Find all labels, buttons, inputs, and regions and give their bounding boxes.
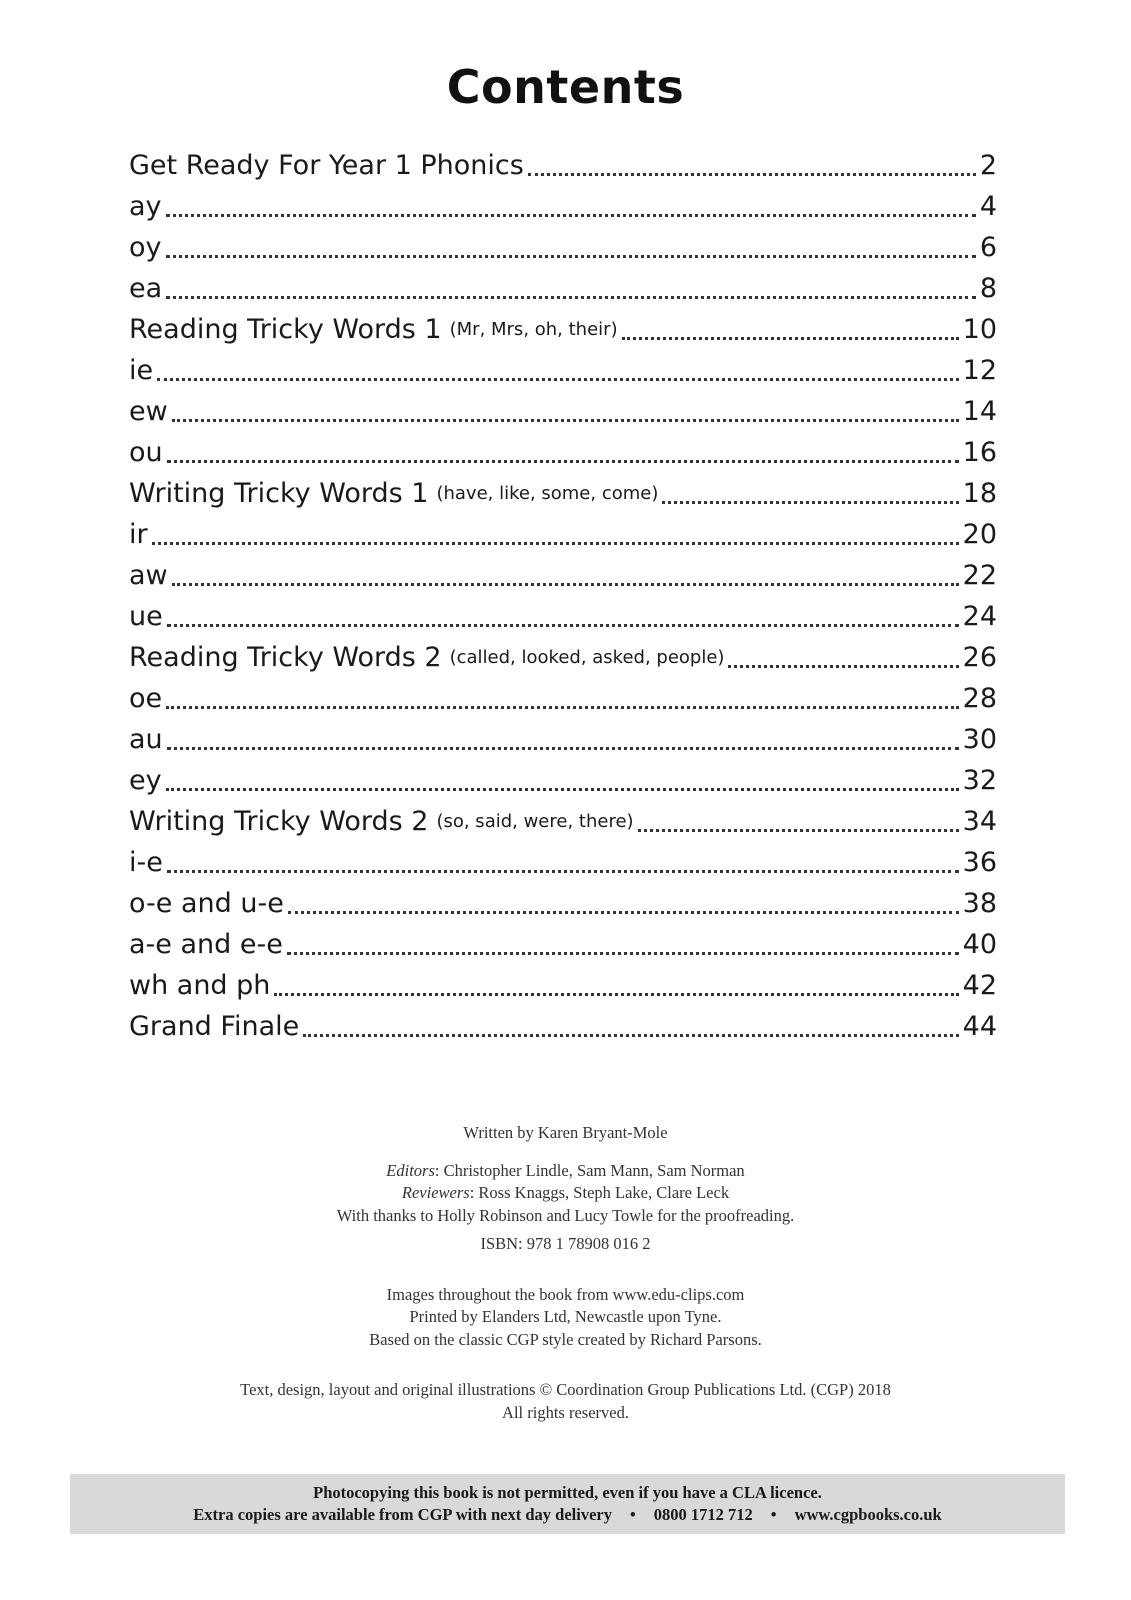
toc-entry [129,307,997,348]
toc-entry-title: ea [129,273,163,304]
credits-block [0,1122,1131,1424]
toc-entry-title: Get Ready For Year 1 Phonics [129,150,524,181]
toc-entry-title: ew [129,396,168,427]
photocopy-notice-bar [70,1474,1065,1534]
toc-entry [129,799,997,840]
toc-entry-page-number: 6 [979,232,997,263]
toc-entry-page-number: 16 [962,437,997,468]
toc-entry-title: Writing Tricky Words 2 [129,806,429,837]
photocopy-notice: Photocopying this book is not permitted, even if you have a CLA licence. [313,1483,822,1502]
editors-names: : Christopher Lindle, Sam Mann, Sam Norman [434,1160,745,1180]
toc-entry-title: aw [129,560,168,591]
toc-entry-note: (have, like, some, come) [436,483,659,504]
author-credit: Written by Karen Bryant-Mole [463,1123,668,1142]
rights-notice: All rights reserved. [502,1402,629,1422]
toc-entry [129,225,997,266]
toc-entry [129,471,997,512]
toc-entry [129,389,997,430]
toc-entry [129,963,997,1004]
dot-leader [172,418,959,422]
toc-entry-title: Grand Finale [129,1011,300,1042]
toc-entry-page-number: 32 [962,765,997,796]
toc-entry [129,758,997,799]
toc-entry-title: ir [129,519,148,550]
extra-copies-text: Extra copies are available from CGP with next day delivery [193,1505,612,1524]
toc-entry-page-number: 26 [962,642,997,673]
toc-entry-note: (Mr, Mrs, oh, their) [449,319,618,340]
toc-entry-page-number: 2 [979,150,997,181]
toc-entry [129,881,997,922]
dot-leader [622,336,959,340]
dot-leader [167,623,959,627]
toc-entry [129,1004,997,1045]
toc-entry [129,348,997,389]
toc-entry [129,717,997,758]
reviewers-names: : Ross Knaggs, Steph Lake, Clare Leck [469,1183,730,1202]
toc-entry [129,184,997,225]
toc-entry-title: au [129,724,163,755]
toc-entry-page-number: 42 [962,970,997,1001]
toc-entry-title: oy [129,232,162,263]
dot-leader [638,828,959,832]
toc-entry [129,512,997,553]
printer-credit: Printed by Elanders Ltd, Newcastle upon Tyne. [409,1307,722,1326]
toc-entry [129,676,997,717]
dot-leader [166,213,976,217]
toc-entry-page-number: 44 [962,1011,997,1042]
toc-entry-page-number: 14 [962,396,997,427]
website-link[interactable]: www.cgpbooks.co.uk [794,1505,942,1524]
toc-entry-title: ey [129,765,162,796]
dot-leader [152,541,959,545]
bullet-separator: • [770,1505,777,1524]
dot-leader [166,295,976,299]
toc-entry [129,143,997,184]
editors-label: Editors [386,1160,435,1180]
toc-entry [129,594,997,635]
toc-entry [129,430,997,471]
toc-entry [129,266,997,307]
ordering-info [70,1504,1065,1526]
dot-leader [288,910,959,914]
dot-leader [167,869,959,873]
dot-leader [166,254,976,258]
dot-leader [274,992,958,996]
copyright-notice: Text, design, layout and original illustrations © Coordination Group Publications Ltd. (CGP) 2018 [240,1380,891,1399]
toc-entry-title: a-e and e-e [129,929,283,960]
dot-leader [166,787,959,791]
toc-entry-page-number: 40 [962,929,997,960]
toc-entry-title: wh and ph [129,970,271,1001]
dot-leader [303,1033,958,1037]
reviewers-label: Reviewers [401,1183,470,1202]
toc-entry-page-number: 34 [962,806,997,837]
dot-leader [166,705,959,709]
style-credit: Based on the classic CGP style created by Richard Parsons. [369,1329,762,1349]
dot-leader [172,582,959,586]
toc-entry-title: i-e [129,847,163,878]
editors-credit [0,1160,1131,1183]
toc-entry-page-number: 18 [962,478,997,509]
toc-entry-title: Reading Tricky Words 2 [129,642,442,673]
table-of-contents [129,143,997,1045]
dot-leader [157,377,959,381]
toc-entry-note: (called, looked, asked, people) [449,647,725,668]
toc-entry-note: (so, said, were, there) [436,811,634,832]
images-credit: Images throughout the book from www.edu-clips.com [386,1284,745,1304]
toc-entry-title: o-e and u-e [129,888,284,919]
dot-leader [528,172,976,176]
toc-entry-page-number: 36 [962,847,997,878]
toc-entry-title: ou [129,437,163,468]
phone-number: 0800 1712 712 [653,1505,753,1524]
toc-entry [129,553,997,594]
toc-entry-page-number: 28 [962,683,997,714]
thanks-credit: With thanks to Holly Robinson and Lucy Towle for the proofreading. [336,1205,795,1225]
toc-entry-page-number: 10 [962,314,997,345]
dot-leader [728,664,958,668]
bullet-separator: • [630,1505,636,1524]
page-title: Contents [446,60,685,114]
toc-entry-page-number: 22 [962,560,997,591]
toc-entry-title: ie [129,355,154,386]
dot-leader [167,459,959,463]
isbn: ISBN: 978 1 78908 016 2 [480,1234,651,1253]
reviewers-credit [0,1182,1131,1205]
toc-entry-title: Reading Tricky Words 1 [129,314,442,345]
toc-entry-title: Writing Tricky Words 1 [129,478,429,509]
toc-entry [129,840,997,881]
toc-entry [129,635,997,676]
toc-entry-page-number: 20 [962,519,997,550]
toc-entry-page-number: 24 [962,601,997,632]
dot-leader [662,500,958,504]
toc-entry-page-number: 4 [979,191,997,222]
toc-entry-title: ue [129,601,163,632]
dot-leader [287,951,959,955]
toc-entry-page-number: 38 [962,888,997,919]
toc-entry-page-number: 30 [962,724,997,755]
toc-entry-title: oe [129,683,163,714]
toc-entry-page-number: 12 [962,355,997,386]
dot-leader [167,746,959,750]
toc-entry-title: ay [129,191,162,222]
toc-entry [129,922,997,963]
toc-entry-page-number: 8 [979,273,997,304]
